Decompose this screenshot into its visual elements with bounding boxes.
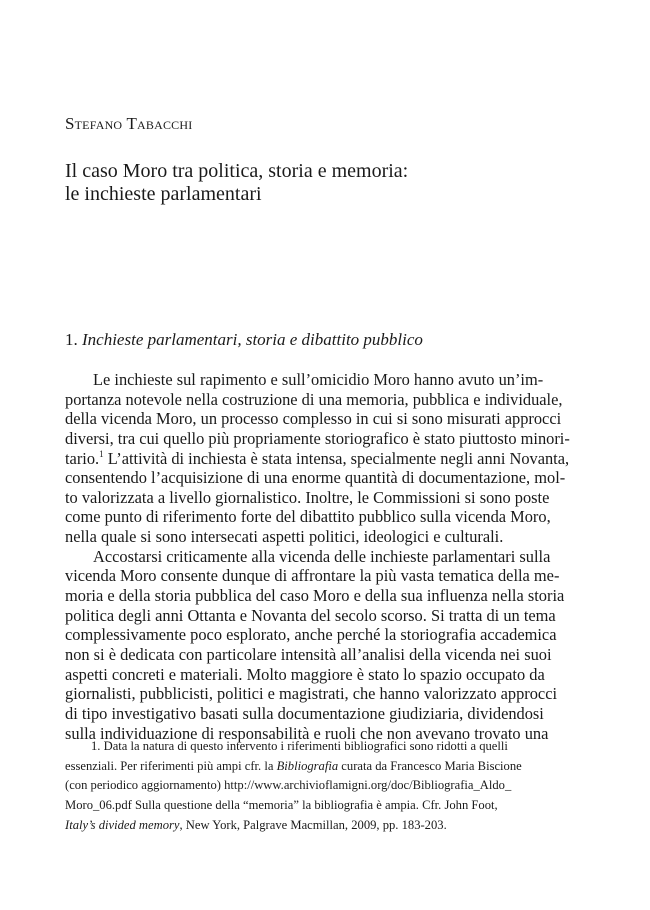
- body-line: complessivamente poco esplorato, anche perché la storiografia accademica: [65, 625, 557, 645]
- chapter-title-line-1: Il caso Moro tra politica, storia e memoria:: [65, 160, 409, 182]
- body-line: Accostarsi criticamente alla vicenda delle inchieste parlamentari sulla: [93, 546, 551, 566]
- body-line: della vicenda Moro, un processo complesso in cui si sono misurati approcci: [65, 409, 562, 429]
- chapter-title-line-2: le inchieste parlamentari: [65, 183, 262, 205]
- body-line: di tipo investigativo basati sulla documentazione giudiziaria, dividendosi: [65, 703, 544, 723]
- body-line: aspetti concreti e materiali. Molto maggiore è stato lo spazio occupato da: [65, 664, 545, 684]
- footnotes: [65, 738, 586, 836]
- body-line: moria e della storia pubblica del caso Moro e della sua influenza nella storia: [65, 586, 565, 606]
- body-line: come punto di riferimento forte del dibattito pubblico sulla vicenda Moro,: [65, 507, 551, 527]
- body-line: Le inchieste sul rapimento e sull’omicidio Moro hanno avuto un’im-: [93, 370, 544, 389]
- body-line: nella quale si sono intersecati aspetti politici, ideologici e culturali.: [65, 527, 504, 547]
- body-line: vicenda Moro consente dunque di affrontare la più vasta tematica della me-: [65, 566, 560, 586]
- footnote-text: , New York, Palgrave Macmillan, 2009, pp. 183-203.: [179, 817, 447, 832]
- footnote-text: essenziali. Per riferimenti più ampi cfr. la: [65, 758, 277, 773]
- footnote-line: [65, 758, 586, 778]
- author-name: Stefano Tabacchi: [65, 114, 193, 133]
- footnote-line: [65, 817, 586, 837]
- footnote-line: (con periodico aggiornamento) http://www.archivioflamigni.org/doc/Bibliografia_Aldo_: [65, 778, 512, 793]
- section-heading: [65, 330, 423, 350]
- body-line: consentendo l’acquisizione di una enorme quantità di documentazione, mol-: [65, 468, 566, 488]
- body-text: [65, 370, 586, 743]
- section-number: 1.: [65, 330, 78, 349]
- body-line-rest: L’attività di inchiesta è stata intensa, specialmente negli anni Novanta,: [103, 448, 570, 468]
- body-line: non si è dedicata con particolare intensità all’analisi della vicenda nei suoi: [65, 644, 552, 664]
- body-line-start: tario.: [65, 448, 100, 468]
- body-line: giornalisti, pubblicisti, politici e magistrati, che hanno valorizzato approcci: [65, 684, 558, 704]
- footnote-line: Moro_06.pdf Sulla questione della “memoria” la bibliografia è ampia. Cfr. John Foot,: [65, 797, 498, 812]
- footnote-text: curata da Francesco Maria Biscione: [338, 758, 522, 773]
- footnote-italic: Bibliografia: [276, 758, 339, 773]
- body-line: diversi, tra cui quello più propriamente storiografico è stato piuttosto minori-: [65, 428, 570, 448]
- section-title: Inchieste parlamentari, storia e dibattito pubblico: [82, 330, 423, 349]
- footnote-italic: Italy’s divided memory: [65, 817, 180, 832]
- body-line: politica degli anni Ottanta e Novanta del secolo scorso. Si tratta di un tema: [65, 605, 556, 625]
- chapter-title: [65, 160, 408, 206]
- body-line: portanza notevole nella costruzione di una memoria, pubblica e individuale,: [65, 389, 563, 409]
- body-line: to valorizzata a livello giornalistico. Inoltre, le Commissioni si sono poste: [65, 487, 550, 507]
- body-line: sulla individuazione di responsabilità e ruoli che non avevano trovato una: [65, 723, 549, 743]
- footnote-line: 1. Data la natura di questo intervento i riferimenti bibliografici sono ridotti a quelli: [91, 739, 508, 753]
- body-line: tario.1 L’attività di inchiesta è stata intensa, specialmente negli anni Novanta,: [65, 448, 570, 468]
